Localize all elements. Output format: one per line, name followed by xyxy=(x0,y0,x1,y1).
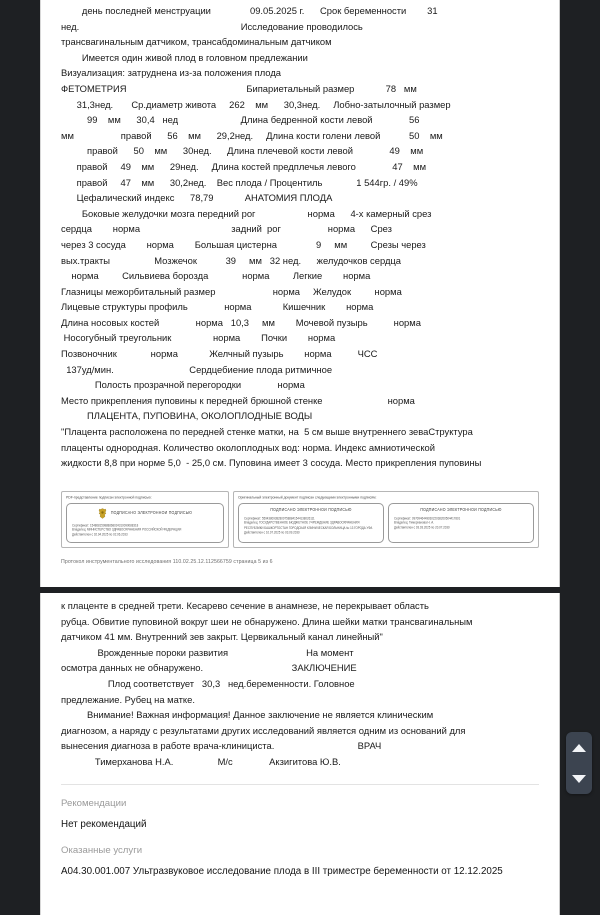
signature-stamp-heading: ПОДПИСАНО ЭЛЕКТРОННОЙ ПОДПИСЬЮ xyxy=(420,507,502,513)
pdf-signature-column-title: PDF-представление подписан электронной подписью: xyxy=(66,494,152,500)
protocol-line: правой 50 мм 30нед. Длина плечевой кости левой 49 мм xyxy=(61,145,424,157)
signature-stamp-heading: ПОДПИСАНО ЭЛЕКТРОННОЙ ПОДПИСЬЮ xyxy=(110,510,193,516)
scroll-control[interactable] xyxy=(566,732,592,794)
protocol-line: Глазницы межорбитальный размер норма Желудок норма xyxy=(61,285,402,297)
document-page-6 xyxy=(40,593,560,915)
protocol-text-page-6 xyxy=(61,593,539,770)
signature-validity: Действителен с 02.04.2025 по 02.06.2033 xyxy=(72,532,128,537)
section-divider xyxy=(61,784,539,785)
electronic-signature-block xyxy=(61,491,539,548)
protocol-line: 31,3нед. Ср.диаметр живота 262 мм 30,3нед. Лобно-затылочный размер xyxy=(61,98,451,110)
protocol-line: Лицевые структуры профиль норма Кишечник норма xyxy=(61,301,374,313)
signature-certificate: Сертификат: 097094644903022038200504417801 xyxy=(394,515,461,521)
protocol-line: правой 47 мм 30,2нед. Вес плода / Процентиль 1 544гр. / 49% xyxy=(61,176,418,188)
protocol-line: "Плацента расположена по передней стенке матки, на 5 см выше внутреннего зеваСтруктура xyxy=(61,426,473,438)
protocol-line: жидкости 8,8 при норме 5,0 - 25,0 см. Пуповина имеет 3 сосуда. Место прикрепления пуповины xyxy=(61,457,482,469)
signature-stamp xyxy=(388,503,534,543)
protocol-line: Боковые желудочки мозга передний рог норма 4-х камерный срез xyxy=(61,207,432,219)
protocol-line: день последней менструации 09.05.2025 г. Срок беременности 31 xyxy=(61,5,438,16)
protocol-line: через 3 сосуда норма Большая цистерна 9 мм Срезы через xyxy=(61,238,426,250)
protocol-line: вых.тракты Мозжечок 39 мм 32 нед. желудочков сердца xyxy=(61,254,402,266)
protocol-line: диагнозом, а наряду с результатами других исследований является одним из оснований для xyxy=(61,724,466,736)
services-value: A04.30.001.007 Ультразвуковое исследование плода в III триместре беременности от 12.12.2025 xyxy=(61,865,503,877)
protocol-line: плаценты однородная. Количество околоплодных вод: норма. Индекс амниотической xyxy=(61,441,435,453)
pdf-signature-column xyxy=(61,491,229,548)
signature-validity: Действителен с 10.07.2025 по 03.09.2030 xyxy=(244,529,300,535)
protocol-line: Тимерханова Н.А. М/с Акзигитова Ю.В. xyxy=(61,755,341,767)
protocol-line: Место прикрепления пуповины к передней брюшной стенке норма xyxy=(61,394,415,406)
protocol-line: датчиком 41 мм. Внутренний зев закрыт. Цервикальный канал линейный" xyxy=(61,631,383,643)
signature-stamp xyxy=(66,503,224,543)
protocol-line: ФЕТОМЕТРИЯ Бипариетальный размер 78 мм xyxy=(61,82,417,94)
signature-owner: Владелец: ГОСУДАРСТВЕННОЕ БЮДЖЕТНОЕ УЧРЕЖДЕНИЕ ЗДРАВООХРАНЕНИЯ РЕСПУБЛИКИ БАШКОРТОСТАН ГОРОДСКАЯ КЛИНИЧЕСКАЯ БОЛЬНИЦА № 13 ГОРОДА УФА xyxy=(244,520,373,531)
protocol-line: Цефалический индекс 78,79 АНАТОМИЯ ПЛОДА xyxy=(61,192,333,204)
protocol-line: рубца. Обвитие пуповиной вокруг шеи не обнаружено. Длина шейки матки трансвагинальным xyxy=(61,615,473,627)
protocol-line: Носогубный треугольник норма Почки норма xyxy=(61,332,336,344)
services-label: Оказанные услуги xyxy=(61,844,143,856)
protocol-line: сердца норма задний рог норма Срез xyxy=(61,223,392,235)
protocol-line: 99 мм 30,4 нед Длина бедренной кости левой 56 xyxy=(61,114,420,126)
protocol-line: предлежание. Рубец на матке. xyxy=(61,693,195,705)
coat-of-arms-icon xyxy=(98,508,107,519)
protocol-line: Врожденные пороки развития На момент xyxy=(61,646,354,658)
recommendations-label: Рекомендации xyxy=(61,797,127,809)
protocol-line: мм правой 56 мм 29,2нед. Длина кости голени левой 50 мм xyxy=(61,129,443,141)
original-signature-column xyxy=(233,491,539,548)
protocol-line: Имеется один живой плод в головном предлежании xyxy=(61,51,308,63)
protocol-line: 137уд/мин. Сердцебиение плода ритмичное xyxy=(61,363,333,375)
document-page-5 xyxy=(40,0,560,587)
signature-owner: Владелец: Тимерханова Н. А. xyxy=(394,520,434,526)
protocol-text-page-5 xyxy=(61,0,539,471)
signature-certificate: Сертификат: 559438093828007588841544138026111 xyxy=(244,515,315,521)
original-signature-column-title: Оригинальный электронный документ подписан следующими электронными подписям: xyxy=(238,494,377,500)
signature-certificate: Сертификат: 154868159888868024310099088318 xyxy=(72,522,139,528)
signature-stamp xyxy=(238,503,384,543)
recommendations-value: Нет рекомендаций xyxy=(61,818,147,830)
protocol-line: Визуализация: затруднена из-за положения плода xyxy=(61,67,281,79)
protocol-line: Позвоночник норма Желчный пузырь норма ЧСС xyxy=(61,348,378,360)
scroll-up-icon[interactable] xyxy=(572,744,586,752)
protocol-line: нед. Исследование проводилось xyxy=(61,20,363,32)
protocol-line: Полость прозрачной перегородки норма xyxy=(61,379,305,391)
protocol-footer: Протокол инструментального исследования 110.02.25.12.112566759 страница 5 из 6 xyxy=(61,558,273,565)
signature-stamp-heading-row xyxy=(244,508,378,512)
signature-stamp-heading-row xyxy=(394,508,528,512)
signature-owner: Владелец: МИНИСТЕРСТВО ЗДРАВООХРАНЕНИЯ РОССИЙСКОЙ ФЕДЕРАЦИИ xyxy=(72,527,182,533)
protocol-line: осмотра данных не обнаружено. ЗАКЛЮЧЕНИЕ xyxy=(61,662,357,674)
protocol-line: к плаценте в средней трети. Кесарево сечение в анамнезе, не перекрывает область xyxy=(61,600,429,611)
signature-stamp-heading-row xyxy=(72,508,218,519)
protocol-line: Плод соответствует 30,3 нед.беременности. Головное xyxy=(61,677,355,689)
protocol-line: ПЛАЦЕНТА, ПУПОВИНА, ОКОЛОПЛОДНЫЕ ВОДЫ xyxy=(61,410,313,422)
protocol-line: правой 49 мм 29нед. Длина костей предплечья левого 47 мм xyxy=(61,160,427,172)
protocol-line: норма Сильвиева борозда норма Легкие норма xyxy=(61,270,371,282)
signature-validity: Действителен с 03.03.2025 по 20.07.2030 xyxy=(394,525,450,530)
protocol-line: Длина носовых костей норма 10,3 мм Мочевой пузырь норма xyxy=(61,316,421,328)
protocol-line: Внимание! Важная информация! Данное заключение не является клиническим xyxy=(61,709,434,721)
protocol-line: вынесения диагноза в работе врача-клинициста. ВРАЧ xyxy=(61,740,382,752)
signature-stamp-heading: ПОДПИСАНО ЭЛЕКТРОННОЙ ПОДПИСЬЮ xyxy=(270,507,352,513)
protocol-line: трансвагинальным датчиком, трансабдоминальным датчиком xyxy=(61,36,332,48)
scroll-down-icon[interactable] xyxy=(572,775,586,783)
